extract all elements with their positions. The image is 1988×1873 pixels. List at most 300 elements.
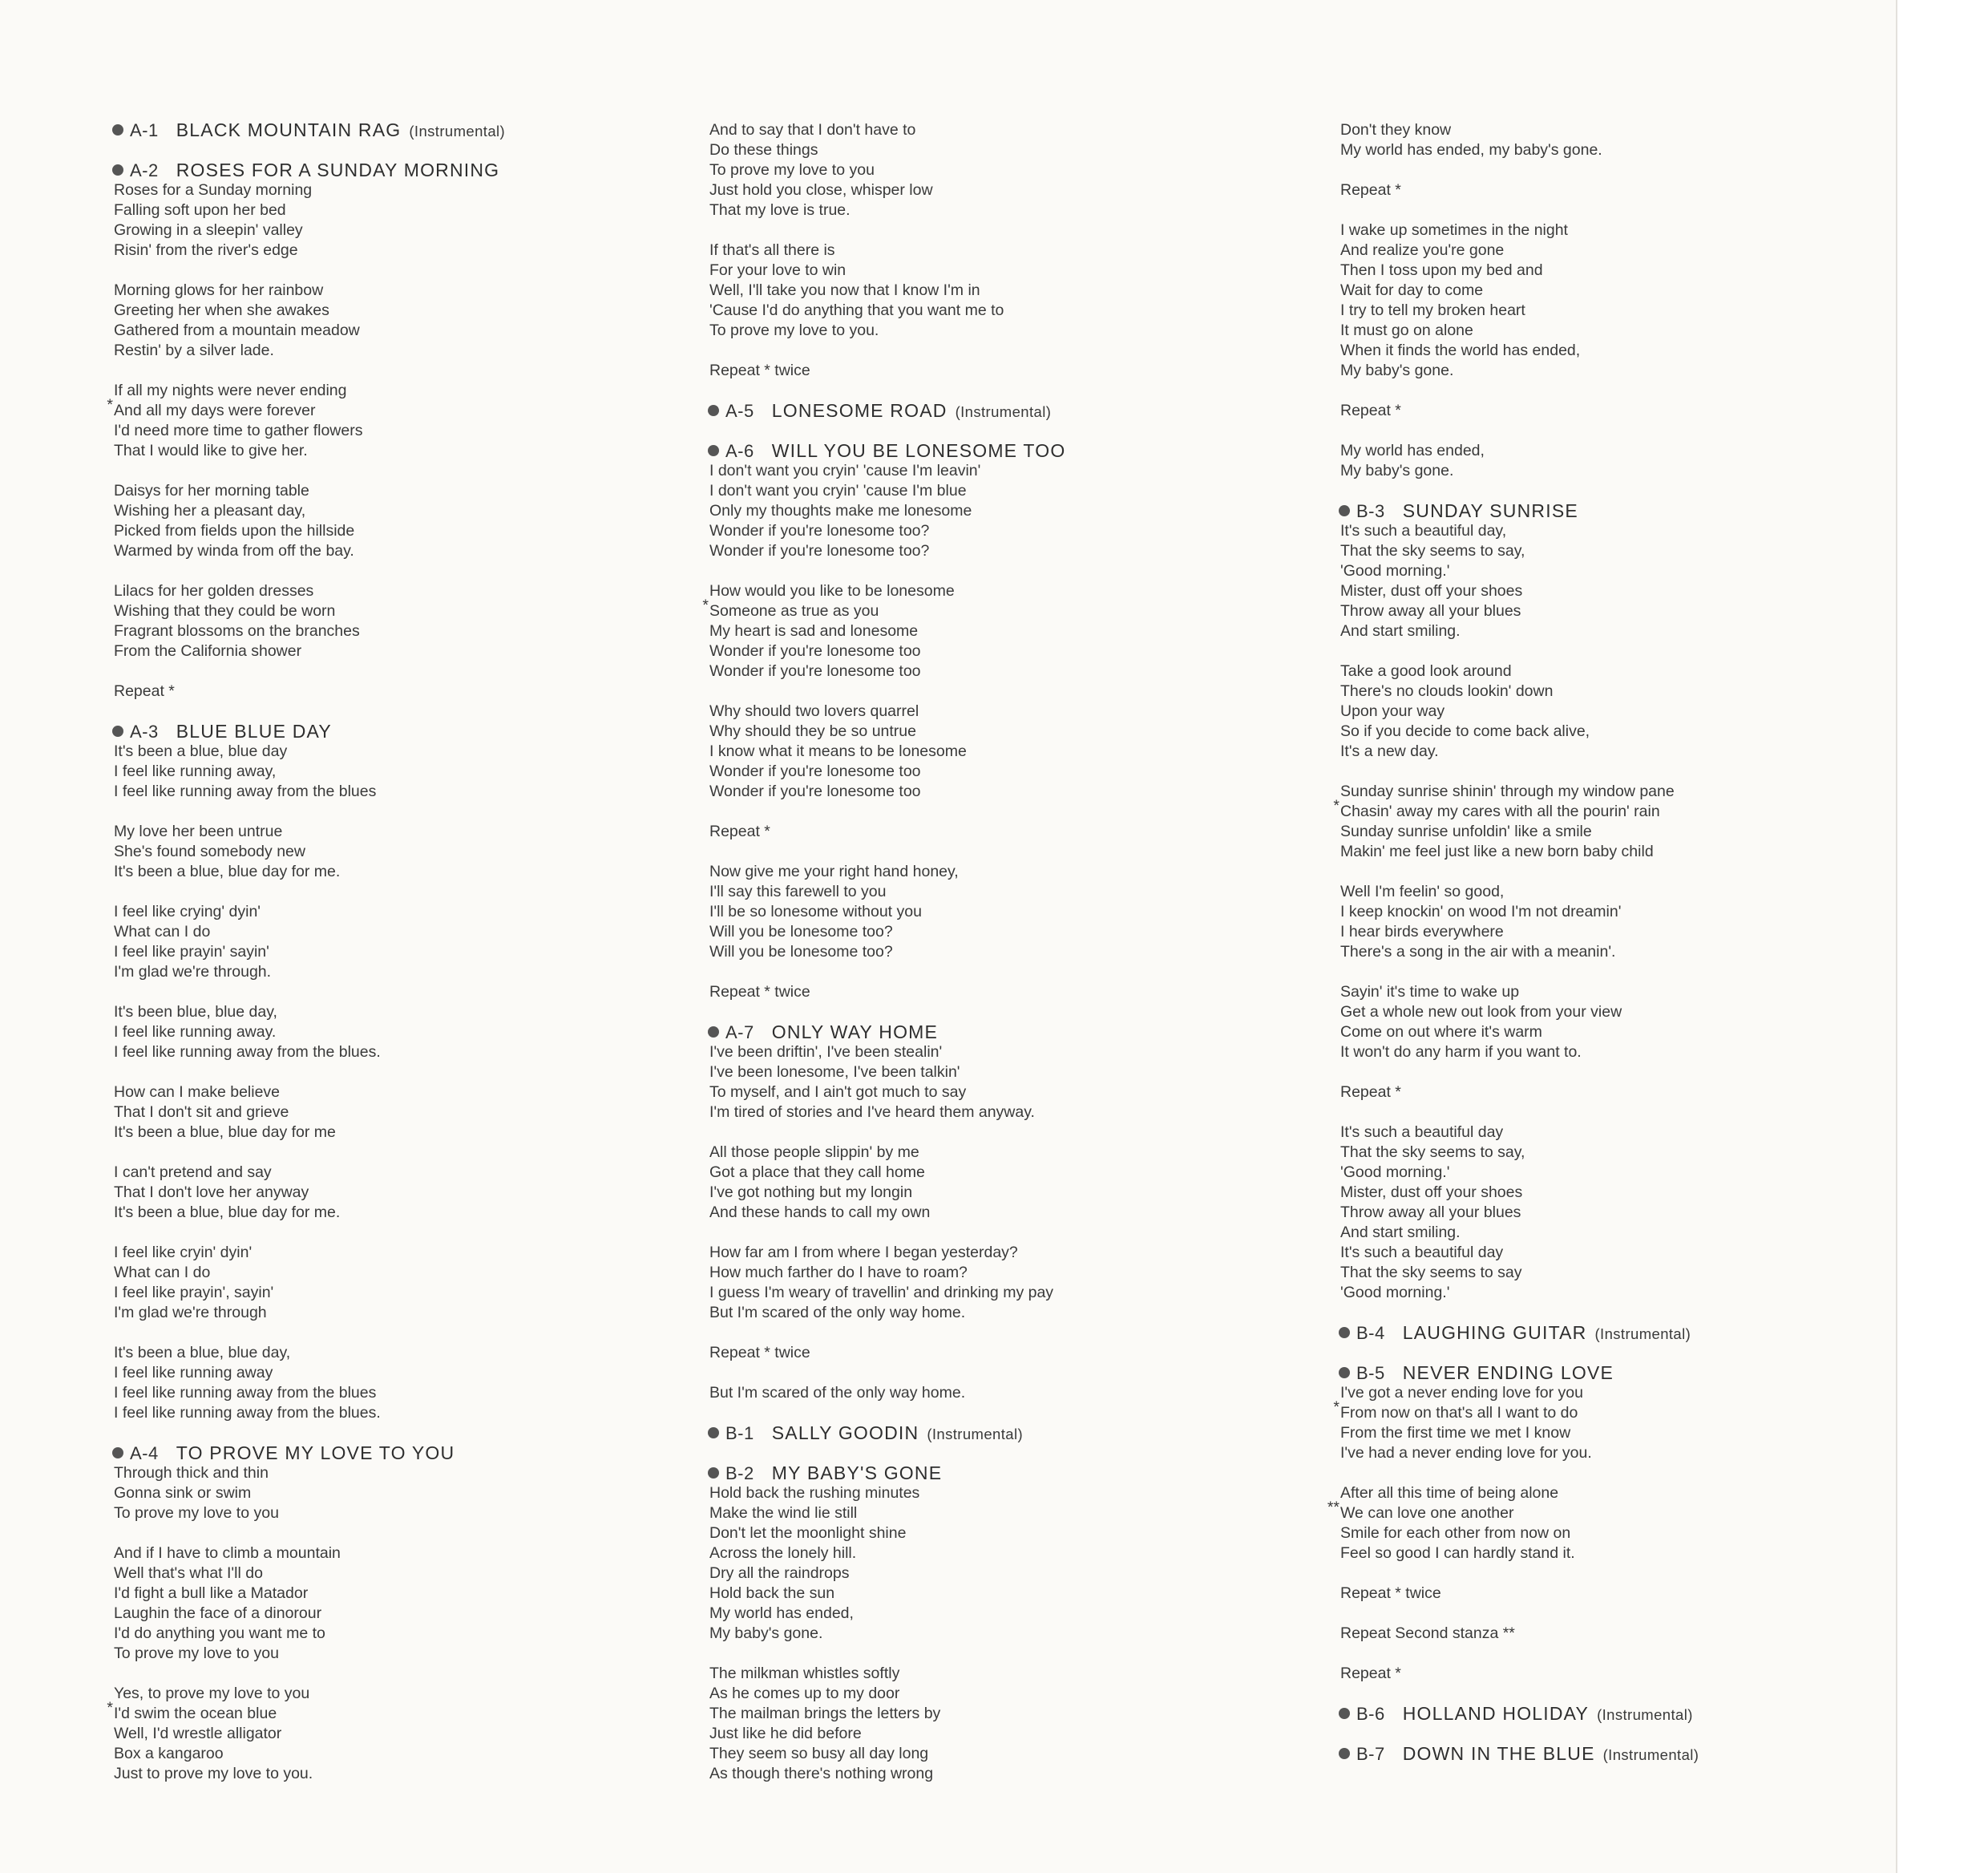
lyric-line: That I don't sit and grieve bbox=[114, 1103, 289, 1121]
lyric-line: And these hands to call my own bbox=[709, 1203, 931, 1221]
lyric-line: Wonder if you're lonesome too? bbox=[709, 522, 930, 540]
lyric-line: Repeat * bbox=[114, 682, 175, 700]
song-b-7 bbox=[1340, 1744, 1885, 1764]
lyric-line: It's been blue, blue day, bbox=[114, 1003, 277, 1021]
stanza bbox=[1340, 1584, 1885, 1604]
stanza bbox=[1340, 1082, 1885, 1102]
lyric-line: Upon your way bbox=[1340, 702, 1445, 720]
song-heading bbox=[708, 401, 1319, 421]
lyric-line: That I don't love her anyway bbox=[114, 1183, 309, 1201]
lyric-line: I hear birds everywhere bbox=[1340, 923, 1504, 941]
lyric-line: Makin' me feel just like a new born baby child bbox=[1340, 843, 1654, 860]
lyric-line: And all my days were forever bbox=[114, 402, 316, 419]
lyric-line: I'd swim the ocean blue bbox=[114, 1705, 277, 1722]
lyric-line: Well, I'll take you now that I know I'm in bbox=[709, 281, 980, 299]
song-b-5 bbox=[1327, 1362, 1885, 1684]
lyric-line: My world has ended, bbox=[709, 1604, 854, 1622]
stanza bbox=[1340, 220, 1885, 381]
stanza bbox=[1340, 441, 1885, 481]
lyric-line: Wonder if you're lonesome too bbox=[709, 642, 921, 660]
lyric-line: Get a whole new out look from your view bbox=[1340, 1003, 1622, 1021]
lyric-line: Gonna sink or swim bbox=[114, 1484, 252, 1502]
lyric-line: That the sky seems to say, bbox=[1340, 542, 1525, 560]
stanza bbox=[114, 1002, 699, 1062]
lyric-line: Smile for each other from now on bbox=[1340, 1524, 1571, 1542]
stanza bbox=[709, 1243, 1319, 1323]
stanza bbox=[1340, 120, 1885, 160]
song-title: BLACK MOUNTAIN RAG bbox=[176, 119, 402, 140]
lyric-line: There's a song in the air with a meanin'. bbox=[1340, 943, 1616, 961]
stanza bbox=[114, 180, 699, 261]
track-number: A-5 bbox=[725, 401, 754, 421]
lyric-line: And to say that I don't have to bbox=[709, 121, 916, 139]
lyric-line: Gathered from a mountain meadow bbox=[114, 322, 360, 339]
lyric-line: I'd need more time to gather flowers bbox=[114, 422, 363, 439]
lyric-line: Hold back the sun bbox=[709, 1584, 835, 1602]
lyric-line: They seem so busy all day long bbox=[709, 1745, 929, 1762]
lyric-line: The mailman brings the letters by bbox=[709, 1705, 941, 1722]
song-note: (Instrumental) bbox=[1597, 1706, 1693, 1723]
stanza bbox=[709, 702, 1319, 802]
lyric-line: I'm tired of stories and I've heard them anyway. bbox=[709, 1103, 1035, 1121]
song-a-1 bbox=[114, 120, 699, 140]
lyric-line: I know what it means to be lonesome bbox=[709, 742, 967, 760]
stanza bbox=[107, 1684, 699, 1784]
song-heading bbox=[1339, 1704, 1885, 1724]
lyric-line: I feel like crying' dyin' bbox=[114, 903, 261, 920]
lyric-line: Greeting her when she awakes bbox=[114, 301, 329, 319]
lyric-line: It's been a blue, blue day for me bbox=[114, 1123, 336, 1141]
stanza bbox=[709, 1143, 1319, 1223]
lyric-line: Restin' by a silver lade. bbox=[114, 342, 274, 359]
lyric-line: To myself, and I ain't got much to say bbox=[709, 1083, 967, 1101]
lyric-line: My heart is sad and lonesome bbox=[709, 622, 919, 640]
lyric-line: I feel like running away from the blues. bbox=[114, 1043, 381, 1061]
lyric-line: From the California shower bbox=[114, 642, 302, 660]
song-title: MY BABY'S GONE bbox=[771, 1462, 943, 1483]
lyric-line: Why should two lovers quarrel bbox=[709, 702, 919, 720]
lyric-line: Repeat Second stanza ** bbox=[1340, 1624, 1515, 1642]
stanza bbox=[709, 461, 1319, 561]
lyric-line: Throw away all your blues bbox=[1340, 602, 1521, 620]
lyric-line: I've got nothing but my longin bbox=[709, 1183, 913, 1201]
lyric-line: Wonder if you're lonesome too bbox=[709, 783, 921, 800]
lyric-line: It's such a beautiful day bbox=[1340, 1244, 1504, 1261]
lyric-line: Daisys for her morning table bbox=[114, 482, 309, 500]
lyric-line: Well I'm feelin' so good, bbox=[1340, 883, 1505, 900]
lyric-line: I feel like running away bbox=[114, 1364, 273, 1381]
track-number: B-1 bbox=[725, 1423, 754, 1443]
lyric-line: What can I do bbox=[114, 923, 211, 941]
song-heading bbox=[1339, 1744, 1885, 1764]
lyric-line: Repeat * bbox=[1340, 402, 1401, 419]
song-a-4 bbox=[107, 1442, 699, 1784]
lyric-line: Now give me your right hand honey, bbox=[709, 863, 959, 880]
lyric-line: Take a good look around bbox=[1340, 662, 1512, 680]
stanza bbox=[1333, 1383, 1885, 1463]
lyric-line: Will you be lonesome too? bbox=[709, 943, 893, 961]
lyric-line: It's been a blue, blue day, bbox=[114, 1344, 291, 1361]
lyric-line: It must go on alone bbox=[1340, 322, 1473, 339]
lyric-line: I don't want you cryin' 'cause I'm blue bbox=[709, 482, 967, 500]
lyric-line: It's been a blue, blue day for me. bbox=[114, 1203, 341, 1221]
lyric-line: My baby's gone. bbox=[1340, 362, 1454, 379]
lyric-line: Dry all the raindrops bbox=[709, 1564, 850, 1582]
song-heading bbox=[708, 441, 1319, 461]
lyric-line: And start smiling. bbox=[1340, 622, 1461, 640]
song-note: (Instrumental) bbox=[927, 1426, 1024, 1442]
lyric-line: Chasin' away my cares with all the pourin' rain bbox=[1340, 803, 1660, 820]
bullet-icon bbox=[708, 405, 719, 416]
stanza bbox=[114, 822, 699, 882]
lyric-line: Just hold you close, whisper low bbox=[709, 181, 933, 199]
lyric-line: * I've got a never ending love for you bbox=[1333, 1384, 1583, 1416]
song-b-2 bbox=[709, 1463, 1319, 1784]
lyric-line: Just like he did before bbox=[709, 1725, 862, 1742]
lyric-line: Well, I'd wrestle alligator bbox=[114, 1725, 282, 1742]
song-heading bbox=[1339, 1363, 1885, 1383]
stanza bbox=[709, 982, 1319, 1002]
song-heading bbox=[708, 1463, 1319, 1483]
lyric-line: If that's all there is bbox=[709, 241, 835, 259]
lyric-line: Laughin the face of a dinorour bbox=[114, 1604, 322, 1622]
lyric-line: Mister, dust off your shoes bbox=[1340, 582, 1523, 600]
lyric-line: Make the wind lie still bbox=[709, 1504, 858, 1522]
lyric-line: And if I have to climb a mountain bbox=[114, 1544, 341, 1562]
lyric-line: My world has ended, my baby's gone. bbox=[1340, 141, 1602, 159]
stanza bbox=[1340, 882, 1885, 962]
lyric-line: Why should they be so untrue bbox=[709, 722, 916, 740]
lyric-line: Wonder if you're lonesome too bbox=[709, 662, 921, 680]
track-number: B-2 bbox=[725, 1463, 754, 1483]
lyric-line: I don't want you cryin' 'cause I'm leavin' bbox=[709, 462, 981, 479]
lyric-line: I've been lonesome, I've been talkin' bbox=[709, 1063, 960, 1081]
stanza bbox=[1327, 1483, 1885, 1564]
lyric-line: It's such a beautiful day bbox=[1340, 1123, 1504, 1141]
lyric-line: I'm glad we're through. bbox=[114, 963, 272, 981]
lyric-line: We can love one another bbox=[1340, 1504, 1514, 1522]
lyric-line: Don't they know bbox=[1340, 121, 1452, 139]
stanza bbox=[1340, 521, 1885, 641]
bullet-icon bbox=[112, 124, 123, 136]
lyric-line: * Sunday sunrise shinin' through my window pane bbox=[1333, 783, 1675, 815]
lyric-line: For your love to win bbox=[709, 261, 847, 279]
stanza bbox=[1340, 180, 1885, 200]
lyric-line: Sayin' it's time to wake up bbox=[1340, 983, 1520, 1001]
stanza bbox=[709, 361, 1319, 381]
song-a-5 bbox=[709, 401, 1319, 421]
stanza bbox=[114, 581, 699, 661]
lyric-line: Just to prove my love to you. bbox=[114, 1765, 313, 1782]
stanza bbox=[709, 1383, 1319, 1403]
stanza bbox=[709, 862, 1319, 962]
stanza bbox=[114, 742, 699, 802]
song-title: NEVER ENDING LOVE bbox=[1402, 1362, 1614, 1383]
bullet-icon bbox=[112, 1447, 123, 1458]
song-title: SALLY GOODIN bbox=[771, 1422, 919, 1443]
song-continued bbox=[709, 120, 1319, 381]
track-number: A-6 bbox=[725, 441, 754, 461]
stanza bbox=[709, 241, 1319, 341]
lyric-line: Come on out where it's warm bbox=[1340, 1023, 1542, 1041]
bullet-icon bbox=[1339, 1327, 1350, 1338]
song-note: (Instrumental) bbox=[409, 123, 506, 140]
track-number: B-5 bbox=[1356, 1363, 1385, 1383]
lyric-line: I'd fight a bull like a Matador bbox=[114, 1584, 309, 1602]
song-title: HOLLAND HOLIDAY bbox=[1402, 1703, 1590, 1724]
song-b-4 bbox=[1340, 1323, 1885, 1343]
lyric-line: Risin' from the river's edge bbox=[114, 241, 298, 259]
lyric-line: 'Good morning.' bbox=[1340, 1163, 1450, 1181]
bullet-icon bbox=[112, 726, 123, 737]
lyric-line: But I'm scared of the only way home. bbox=[709, 1304, 966, 1321]
song-a-3 bbox=[114, 722, 699, 1423]
lyric-line: * If all my nights were never ending bbox=[107, 382, 347, 414]
lyric-line: When it finds the world has ended, bbox=[1340, 342, 1581, 359]
track-number: A-7 bbox=[725, 1022, 754, 1042]
song-a-7 bbox=[709, 1022, 1319, 1403]
song-heading bbox=[112, 160, 699, 180]
lyric-line: Wonder if you're lonesome too bbox=[709, 763, 921, 780]
lyric-line: Across the lonely hill. bbox=[709, 1544, 857, 1562]
lyric-line: I feel like running away, bbox=[114, 763, 277, 780]
lyric-line: Morning glows for her rainbow bbox=[114, 281, 324, 299]
lyric-line: Sunday sunrise unfoldin' like a smile bbox=[1340, 823, 1592, 840]
bullet-icon bbox=[1339, 1367, 1350, 1378]
lyric-line: What can I do bbox=[114, 1264, 211, 1281]
lyric-line: I feel like prayin' sayin' bbox=[114, 943, 269, 961]
lyric-line: Repeat * bbox=[1340, 181, 1401, 199]
stanza bbox=[107, 381, 699, 461]
lyric-line: Wishing that they could be worn bbox=[114, 602, 336, 620]
lyric-line: Wishing her a pleasant day, bbox=[114, 502, 306, 520]
stanza bbox=[1340, 1664, 1885, 1684]
song-heading bbox=[708, 1022, 1319, 1042]
stanza bbox=[114, 1163, 699, 1223]
bullet-icon bbox=[708, 445, 719, 456]
lyric-line: Mister, dust off your shoes bbox=[1340, 1183, 1523, 1201]
lyric-line: 'Cause I'd do anything that you want me to bbox=[709, 301, 1004, 319]
bullet-icon bbox=[1339, 1708, 1350, 1719]
track-number: B-6 bbox=[1356, 1704, 1385, 1724]
stanza bbox=[114, 902, 699, 982]
lyric-line: But I'm scared of the only way home. bbox=[709, 1384, 966, 1402]
stanza bbox=[114, 1463, 699, 1523]
stanza bbox=[709, 1343, 1319, 1363]
lyric-line: Wait for day to come bbox=[1340, 281, 1484, 299]
bullet-icon bbox=[708, 1467, 719, 1479]
lyric-line: I've been driftin', I've been stealin' bbox=[709, 1043, 943, 1061]
lyric-line: I feel like running away from the blues bbox=[114, 783, 377, 800]
song-heading bbox=[1339, 1323, 1885, 1343]
lyric-line: That my love is true. bbox=[709, 201, 851, 219]
stanza bbox=[114, 682, 699, 702]
lyric-line: And start smiling. bbox=[1340, 1224, 1461, 1241]
lyric-line: I wake up sometimes in the night bbox=[1340, 221, 1568, 239]
lyric-line: Growing in a sleepin' valley bbox=[114, 221, 303, 239]
song-heading bbox=[708, 1423, 1319, 1443]
lyric-line: How can I make believe bbox=[114, 1083, 281, 1101]
track-number: B-3 bbox=[1356, 501, 1385, 521]
lyric-line: My baby's gone. bbox=[709, 1624, 823, 1642]
lyric-line: As though there's nothing wrong bbox=[709, 1765, 934, 1782]
lyrics-column-2 bbox=[702, 120, 1319, 1784]
lyric-line: Through thick and thin bbox=[114, 1464, 269, 1482]
lyric-line: All those people slippin' by me bbox=[709, 1143, 919, 1161]
lyric-line: She's found somebody new bbox=[114, 843, 305, 860]
lyric-line: Repeat * twice bbox=[709, 1344, 810, 1361]
bullet-icon bbox=[708, 1026, 719, 1038]
lyric-line: Well that's what I'll do bbox=[114, 1564, 263, 1582]
song-continued bbox=[1340, 120, 1885, 481]
lyric-line: That I would like to give her. bbox=[114, 442, 308, 459]
lyric-line: I feel like prayin', sayin' bbox=[114, 1284, 274, 1301]
stanza bbox=[114, 1082, 699, 1143]
lyric-line: Got a place that they call home bbox=[709, 1163, 925, 1181]
lyric-line: Fragrant blossoms on the branches bbox=[114, 622, 360, 640]
lyric-line: Hold back the rushing minutes bbox=[709, 1484, 920, 1502]
lyric-line: I've had a never ending love for you. bbox=[1340, 1444, 1592, 1462]
lyric-line: * How would you like to be lonesome bbox=[702, 582, 955, 614]
song-title: TO PROVE MY LOVE TO YOU bbox=[176, 1442, 455, 1463]
lyric-line: I guess I'm weary of travellin' and drinking my pay bbox=[709, 1284, 1054, 1301]
song-heading bbox=[112, 722, 699, 742]
lyric-line: That the sky seems to say, bbox=[1340, 1143, 1525, 1161]
lyric-line: I can't pretend and say bbox=[114, 1163, 272, 1181]
lyric-line: There's no clouds lookin' down bbox=[1340, 682, 1554, 700]
stanza bbox=[702, 581, 1319, 682]
stanza bbox=[709, 1664, 1319, 1784]
stanza bbox=[1340, 661, 1885, 762]
lyric-line: I feel like running away. bbox=[114, 1023, 277, 1041]
track-number: A-2 bbox=[130, 160, 159, 180]
lyric-line: So if you decide to come back alive, bbox=[1340, 722, 1590, 740]
lyric-line: I feel like running away from the blues. bbox=[114, 1404, 381, 1422]
song-title: DOWN IN THE BLUE bbox=[1402, 1743, 1595, 1764]
lyric-line: To prove my love to you bbox=[114, 1504, 279, 1522]
track-number: A-3 bbox=[130, 722, 159, 742]
lyric-line: Picked from fields upon the hillside bbox=[114, 522, 355, 540]
lyric-line: 'Good morning.' bbox=[1340, 562, 1450, 580]
lyric-line: 'Good morning.' bbox=[1340, 1284, 1450, 1301]
lyric-line: Warmed by winda from off the bay. bbox=[114, 542, 354, 560]
stanza bbox=[709, 1042, 1319, 1123]
sheet-edge bbox=[1896, 0, 1988, 1873]
stanza bbox=[709, 822, 1319, 842]
stanza bbox=[709, 120, 1319, 220]
lyric-line: I feel like cryin' dyin' bbox=[114, 1244, 253, 1261]
track-number: B-7 bbox=[1356, 1744, 1385, 1764]
stanza bbox=[1340, 982, 1885, 1062]
lyric-line: Repeat * twice bbox=[1340, 1584, 1441, 1602]
lyric-line: Repeat * bbox=[709, 823, 770, 840]
lyric-line: To prove my love to you bbox=[709, 161, 875, 179]
lyric-line: I'd do anything you want me to bbox=[114, 1624, 325, 1642]
lyric-line: Someone as true as you bbox=[709, 602, 879, 620]
lyrics-column-3 bbox=[1327, 120, 1885, 1764]
lyric-line: I'll say this farewell to you bbox=[709, 883, 887, 900]
lyric-line: Repeat * bbox=[1340, 1665, 1401, 1682]
lyric-line: From now on that's all I want to do bbox=[1340, 1404, 1578, 1422]
song-title: SUNDAY SUNRISE bbox=[1402, 500, 1578, 521]
lyric-line: I keep knockin' on wood I'm not dreamin' bbox=[1340, 903, 1622, 920]
stanza bbox=[1340, 1624, 1885, 1644]
song-title: LAUGHING GUITAR bbox=[1402, 1322, 1587, 1343]
bullet-icon bbox=[1339, 505, 1350, 516]
lyric-line: Don't let the moonlight shine bbox=[709, 1524, 907, 1542]
bullet-icon bbox=[112, 164, 123, 176]
song-note: (Instrumental) bbox=[1602, 1746, 1699, 1763]
lyric-line: It's been a blue, blue day bbox=[114, 742, 288, 760]
song-title: ROSES FOR A SUNDAY MORNING bbox=[176, 160, 500, 180]
lyric-line: Do these things bbox=[709, 141, 818, 159]
track-number: B-4 bbox=[1356, 1323, 1385, 1343]
lyric-line: The milkman whistles softly bbox=[709, 1665, 900, 1682]
lyric-line: Will you be lonesome too? bbox=[709, 923, 893, 941]
song-heading bbox=[112, 120, 699, 140]
lyric-line: Repeat * twice bbox=[709, 362, 810, 379]
lyric-line: As he comes up to my door bbox=[709, 1685, 900, 1702]
lyric-line: How far am I from where I began yesterday? bbox=[709, 1244, 1018, 1261]
bullet-icon bbox=[1339, 1748, 1350, 1759]
lyric-line: Only my thoughts make me lonesome bbox=[709, 502, 972, 520]
lyric-line: It won't do any harm if you want to. bbox=[1340, 1043, 1582, 1061]
song-a-6 bbox=[702, 440, 1319, 1002]
lyric-line: * Yes, to prove my love to you bbox=[107, 1685, 310, 1717]
stanza bbox=[114, 1543, 699, 1664]
lyric-line: ** After all this time of being alone bbox=[1327, 1484, 1559, 1516]
lyric-line: Falling soft upon her bed bbox=[114, 201, 286, 219]
lyric-line: To prove my love to you. bbox=[709, 322, 879, 339]
lyric-line: That the sky seems to say bbox=[1340, 1264, 1522, 1281]
lyric-line: My world has ended, bbox=[1340, 442, 1485, 459]
stanza bbox=[709, 1483, 1319, 1644]
song-title: WILL YOU BE LONESOME TOO bbox=[771, 440, 1066, 461]
lyric-line: I try to tell my broken heart bbox=[1340, 301, 1525, 319]
song-title: BLUE BLUE DAY bbox=[176, 721, 332, 742]
lyric-line: To prove my love to you bbox=[114, 1644, 279, 1662]
song-b-3 bbox=[1333, 500, 1885, 1303]
stanza bbox=[114, 281, 699, 361]
lyric-line: Throw away all your blues bbox=[1340, 1203, 1521, 1221]
song-title: LONESOME ROAD bbox=[771, 400, 948, 421]
lyric-line: Wonder if you're lonesome too? bbox=[709, 542, 930, 560]
lyric-line: Then I toss upon my bed and bbox=[1340, 261, 1543, 279]
lyric-line: My love her been untrue bbox=[114, 823, 283, 840]
lyric-line: My baby's gone. bbox=[1340, 462, 1454, 479]
lyric-line: Lilacs for her golden dresses bbox=[114, 582, 314, 600]
lyric-line: Roses for a Sunday morning bbox=[114, 181, 313, 199]
stanza bbox=[114, 481, 699, 561]
lyric-line: It's a new day. bbox=[1340, 742, 1439, 760]
lyric-line: I feel like running away from the blues bbox=[114, 1384, 377, 1402]
song-heading bbox=[112, 1443, 699, 1463]
song-a-2 bbox=[107, 160, 699, 702]
song-b-6 bbox=[1340, 1704, 1885, 1724]
lyric-line: I'll be so lonesome without you bbox=[709, 903, 922, 920]
track-number: A-4 bbox=[130, 1443, 159, 1463]
lyrics-column-1 bbox=[107, 119, 699, 1784]
song-title: ONLY WAY HOME bbox=[771, 1021, 939, 1042]
song-heading bbox=[1339, 501, 1885, 521]
lyric-line: How much farther do I have to roam? bbox=[709, 1264, 968, 1281]
song-b-1 bbox=[709, 1423, 1319, 1443]
stanza bbox=[1340, 401, 1885, 421]
lyric-line: Repeat * bbox=[1340, 1083, 1401, 1101]
stanza bbox=[114, 1243, 699, 1323]
song-note: (Instrumental) bbox=[955, 403, 1052, 420]
lyric-line: I'm glad we're through bbox=[114, 1304, 267, 1321]
